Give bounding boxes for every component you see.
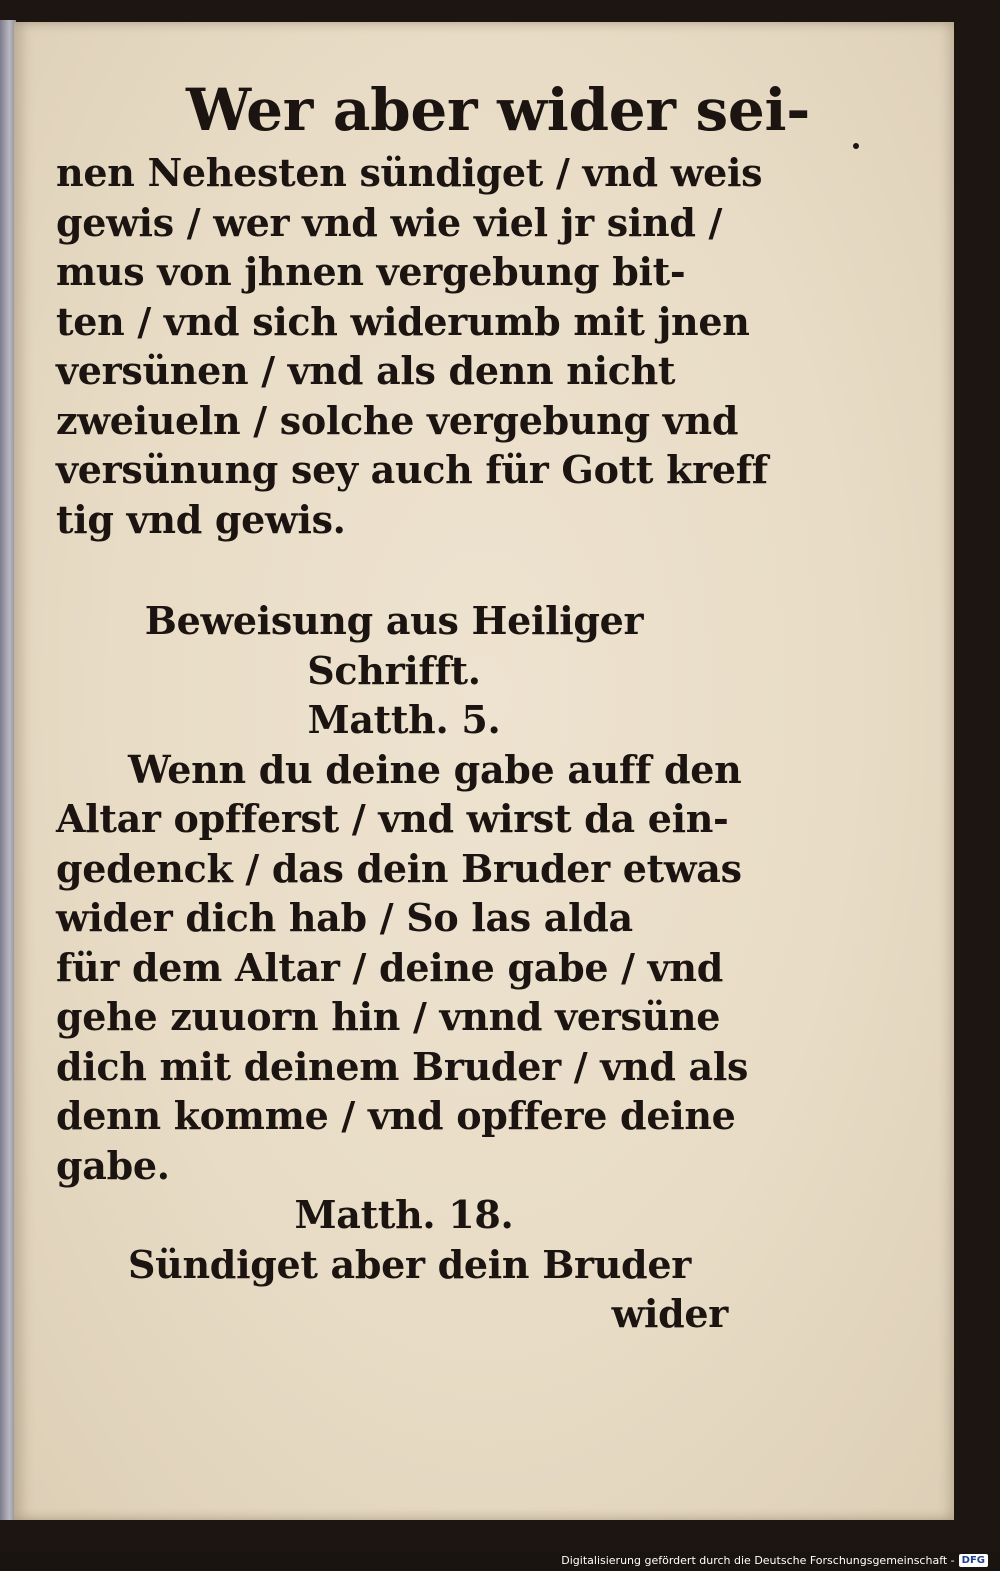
paragraph2-line-8: denn komme / vnd opffere deine: [56, 1093, 736, 1138]
paragraph1-line-5: ten / vnd sich widerumb mit jnen: [56, 298, 750, 344]
paragraph1-line-8: versünung sey auch für Gott kreff: [56, 447, 768, 492]
paragraph2-line-6: gehe zuuorn hin / vnnd versüne: [56, 994, 721, 1039]
paragraph1-line-3: gewis / wer vnd wie viel jr sind /: [56, 199, 723, 245]
paragraph2-line-3: gedenck / das dein Bruder etwas: [56, 845, 742, 891]
paragraph1-line-1: Wer aber wider sei-: [186, 76, 810, 144]
paragraph1-line-7: zweiueln / solche vergebung vnd: [56, 397, 739, 443]
paragraph2-line-4: wider dich hab / So las alda: [56, 895, 633, 940]
section-heading-line-2: Schrifft.: [307, 647, 481, 693]
bible-reference-1: Matth. 5.: [307, 697, 501, 742]
catchword: wider: [611, 1291, 728, 1336]
dfg-logo: DFG: [959, 1554, 988, 1567]
paragraph3-line-1: Sündiget aber dein Bruder: [128, 1241, 691, 1287]
paragraph2-line-1: Wenn du deine gabe auff den: [128, 746, 742, 792]
paragraph2-line-9: gabe.: [56, 1142, 170, 1188]
credit-text: Digitalisierung gefördert durch die Deutsche Forschungsgemeinschaft -: [561, 1553, 955, 1567]
paragraph2-line-2: Altar opfferst / vnd wirst da ein-: [56, 796, 729, 841]
paragraph1-line-9: tig vnd gewis.: [56, 496, 346, 542]
paragraph2-line-7: dich mit deinem Bruder / vnd als: [56, 1043, 749, 1089]
paragraph1-line-4: mus von jhnen vergebung bit-: [56, 249, 686, 294]
paragraph2-line-5: für dem Altar / deine gabe / vnd: [56, 944, 724, 990]
paragraph1-line-6: versünen / vnd als denn nicht: [56, 348, 676, 393]
paragraph1-line-2: nen Nehesten sündiget / vnd weis: [56, 150, 763, 195]
ink-dot: [853, 143, 859, 149]
section-heading-line-1: Beweisung aus Heiliger: [144, 598, 644, 643]
bible-reference-2: Matth. 18.: [294, 1192, 514, 1237]
digitization-credit: [561, 1551, 988, 1569]
page-text: [56, 76, 810, 1339]
